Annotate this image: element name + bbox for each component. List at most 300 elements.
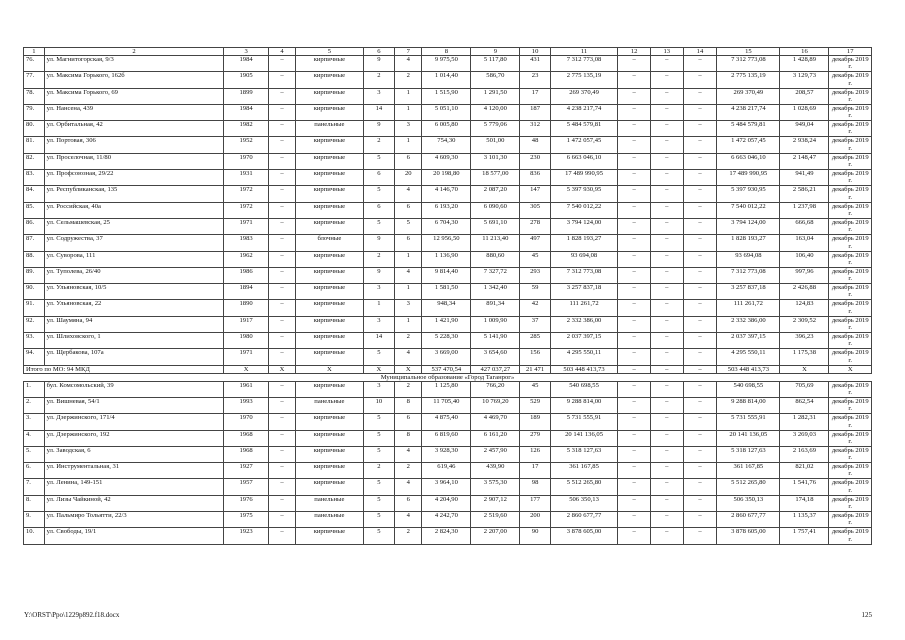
total-cell: X — [395, 365, 422, 373]
table-cell: 85. — [24, 202, 45, 218]
table-cell: ул. Профсоюзная, 29/22 — [44, 170, 224, 186]
total-cell: X — [829, 365, 872, 373]
table-cell: – — [268, 528, 295, 544]
column-number: 5 — [296, 48, 363, 56]
table-row — [24, 104, 872, 120]
table-cell: 1986 — [224, 267, 269, 283]
table-row — [24, 333, 872, 349]
table-cell: – — [650, 72, 683, 88]
table-cell: 5 691,10 — [471, 218, 520, 234]
table-cell: 1 014,40 — [422, 72, 471, 88]
table-cell: 81. — [24, 137, 45, 153]
table-cell: 4 875,40 — [422, 414, 471, 430]
table-cell: 9 — [363, 267, 395, 283]
table-cell: 4 — [395, 56, 422, 72]
table-cell: 1 428,89 — [780, 56, 829, 72]
table-cell: декабрь 2019 г. — [829, 495, 872, 511]
header-number-row — [24, 48, 872, 56]
table-cell: 3 — [363, 316, 395, 332]
table-cell: – — [683, 446, 717, 462]
table-cell: 2 037 397,15 — [550, 333, 617, 349]
table-cell: 293 — [520, 267, 550, 283]
table-cell: кирпичные — [296, 284, 363, 300]
table-cell: – — [650, 381, 683, 397]
table-cell: 6 819,60 — [422, 430, 471, 446]
table-cell: 269 370,49 — [717, 88, 780, 104]
table-row — [24, 463, 872, 479]
table-cell: 1899 — [224, 88, 269, 104]
table-cell: 5 228,30 — [422, 333, 471, 349]
table-cell: 6 — [395, 153, 422, 169]
table-cell: – — [268, 104, 295, 120]
table-row — [24, 121, 872, 137]
table-cell: 45 — [520, 251, 550, 267]
table-cell: 1962 — [224, 251, 269, 267]
table-cell: – — [650, 218, 683, 234]
table-cell: – — [618, 121, 651, 137]
table-cell: 6 — [395, 414, 422, 430]
table-cell: 3 129,73 — [780, 72, 829, 88]
table-cell: 5 — [363, 528, 395, 544]
table-cell: 86. — [24, 218, 45, 234]
table-cell: 1975 — [224, 512, 269, 528]
table-cell: 4 — [395, 479, 422, 495]
table-cell: 6 — [395, 495, 422, 511]
table-cell: 2 519,60 — [471, 512, 520, 528]
table-row — [24, 381, 872, 397]
table-cell: 7 540 012,22 — [550, 202, 617, 218]
table-cell: декабрь 2019 г. — [829, 72, 872, 88]
table-cell: 5 484 579,81 — [550, 121, 617, 137]
table-cell: 586,70 — [471, 72, 520, 88]
table-cell: 3. — [24, 414, 45, 430]
table-cell: декабрь 2019 г. — [829, 349, 872, 365]
table-cell: 5 397 930,95 — [717, 186, 780, 202]
table-cell: 278 — [520, 218, 550, 234]
table-cell: 269 370,49 — [550, 88, 617, 104]
table-cell: 1983 — [224, 235, 269, 251]
table-cell: 1961 — [224, 381, 269, 397]
table-cell: 540 698,55 — [550, 381, 617, 397]
table-cell: ул. Туполева, 26/40 — [44, 267, 224, 283]
table-row — [24, 349, 872, 365]
table-cell: – — [618, 414, 651, 430]
table-cell: декабрь 2019 г. — [829, 479, 872, 495]
table-cell: – — [618, 251, 651, 267]
table-row — [24, 479, 872, 495]
table-cell: кирпичные — [296, 479, 363, 495]
table-cell: 5 512 265,80 — [550, 479, 617, 495]
table-cell: 2 207,00 — [471, 528, 520, 544]
table-cell: 7 312 773,08 — [717, 56, 780, 72]
table-cell: 396,23 — [780, 333, 829, 349]
table-cell: 1931 — [224, 170, 269, 186]
table-cell: 4 238 217,74 — [717, 104, 780, 120]
column-number: 1 — [24, 48, 45, 56]
total-cell: X — [296, 365, 363, 373]
table-cell: 361 167,85 — [717, 463, 780, 479]
table-cell: 9 — [363, 235, 395, 251]
table-row — [24, 528, 872, 544]
table-cell: 1 472 057,45 — [550, 137, 617, 153]
table-cell: 1957 — [224, 479, 269, 495]
table-cell: 3 878 605,00 — [717, 528, 780, 544]
table-cell: – — [683, 251, 717, 267]
table-cell: 3 — [395, 300, 422, 316]
table-cell: – — [650, 512, 683, 528]
table-cell: – — [618, 300, 651, 316]
table-cell: – — [618, 397, 651, 413]
table-cell: 17 — [520, 88, 550, 104]
table-cell: – — [618, 267, 651, 283]
table-cell: 80. — [24, 121, 45, 137]
table-cell: 88. — [24, 251, 45, 267]
table-cell: 1980 — [224, 333, 269, 349]
table-row — [24, 72, 872, 88]
table-cell: панельные — [296, 397, 363, 413]
column-number: 10 — [520, 48, 550, 56]
table-cell: – — [683, 381, 717, 397]
table-cell: ул. Лизы Чайкиной, 42 — [44, 495, 224, 511]
table-cell: 941,49 — [780, 170, 829, 186]
table-cell: – — [683, 397, 717, 413]
table-cell: 1905 — [224, 72, 269, 88]
table-cell: 87. — [24, 235, 45, 251]
table-cell: 20 198,80 — [422, 170, 471, 186]
total-cell: X — [268, 365, 295, 373]
table-cell: 2 426,88 — [780, 284, 829, 300]
total-cell: X — [363, 365, 395, 373]
table-cell: – — [650, 137, 683, 153]
table-cell: 5 — [363, 349, 395, 365]
table-cell: – — [618, 528, 651, 544]
table-cell: 12 956,50 — [422, 235, 471, 251]
table-cell: 4 204,90 — [422, 495, 471, 511]
total-row — [24, 365, 872, 373]
table-cell: 1 757,41 — [780, 528, 829, 544]
table-cell: – — [268, 397, 295, 413]
table-cell: ул. Шаумяна, 94 — [44, 316, 224, 332]
table-cell: 9 814,40 — [422, 267, 471, 283]
total-cell: X — [780, 365, 829, 373]
table-cell: – — [650, 495, 683, 511]
table-cell: – — [650, 88, 683, 104]
table-cell: 5 318 127,63 — [550, 446, 617, 462]
table-cell: 5 731 555,91 — [717, 414, 780, 430]
table-cell: – — [650, 479, 683, 495]
table-cell: 4 120,00 — [471, 104, 520, 120]
table-cell: – — [683, 512, 717, 528]
table-cell: кирпичные — [296, 267, 363, 283]
table-cell: 189 — [520, 414, 550, 430]
table-cell: 42 — [520, 300, 550, 316]
table-cell: ул. Проселочная, 11/80 — [44, 153, 224, 169]
table-cell: 3 269,03 — [780, 430, 829, 446]
table-cell: 3 654,60 — [471, 349, 520, 365]
table-cell: – — [268, 463, 295, 479]
table-cell: 5. — [24, 446, 45, 462]
table-cell: 1971 — [224, 349, 269, 365]
table-cell: – — [618, 463, 651, 479]
table-cell: 4 295 550,11 — [550, 349, 617, 365]
table-cell: 2 — [395, 528, 422, 544]
table-cell: 2 — [363, 72, 395, 88]
table-cell: кирпичные — [296, 104, 363, 120]
table-cell: 93 694,08 — [717, 251, 780, 267]
table-cell: – — [618, 381, 651, 397]
table-cell: – — [683, 88, 717, 104]
table-cell: – — [683, 235, 717, 251]
table-cell: 2 824,30 — [422, 528, 471, 544]
table-cell: 79. — [24, 104, 45, 120]
table-cell: декабрь 2019 г. — [829, 300, 872, 316]
table-cell: декабрь 2019 г. — [829, 381, 872, 397]
table-cell: 1 515,90 — [422, 88, 471, 104]
table-cell: – — [268, 88, 295, 104]
table-cell: 3 — [395, 121, 422, 137]
table-cell: 6 193,20 — [422, 202, 471, 218]
table-cell: кирпичные — [296, 430, 363, 446]
table-cell: 2 907,12 — [471, 495, 520, 511]
total-cell: – — [650, 365, 683, 373]
table-cell: – — [650, 121, 683, 137]
table-cell: кирпичные — [296, 349, 363, 365]
table-cell: 3 — [363, 381, 395, 397]
table-cell: 5 — [363, 414, 395, 430]
table-cell: декабрь 2019 г. — [829, 397, 872, 413]
table-cell: 1 — [395, 88, 422, 104]
table-cell: декабрь 2019 г. — [829, 153, 872, 169]
table-cell: 891,34 — [471, 300, 520, 316]
table-cell: 5 — [363, 153, 395, 169]
table-cell: – — [618, 349, 651, 365]
table-cell: – — [683, 218, 717, 234]
table-cell: – — [618, 56, 651, 72]
table-cell: – — [650, 251, 683, 267]
table-cell: – — [650, 56, 683, 72]
table-cell: – — [683, 414, 717, 430]
table-row — [24, 88, 872, 104]
table-row — [24, 300, 872, 316]
table-cell: – — [618, 333, 651, 349]
footer-page-number: 125 — [861, 611, 872, 619]
table-cell: 1 828 193,27 — [550, 235, 617, 251]
table-cell: – — [268, 121, 295, 137]
table-cell: 3 878 605,00 — [550, 528, 617, 544]
table-cell: 92. — [24, 316, 45, 332]
table-cell: 4 — [395, 446, 422, 462]
column-number: 9 — [471, 48, 520, 56]
table-cell: декабрь 2019 г. — [829, 202, 872, 218]
table-cell: 2 860 677,77 — [550, 512, 617, 528]
table-cell: 6 — [363, 202, 395, 218]
table-cell: – — [618, 512, 651, 528]
table-cell: – — [268, 300, 295, 316]
table-cell: 111 261,72 — [550, 300, 617, 316]
table-cell: – — [650, 333, 683, 349]
table-cell: 5 141,90 — [471, 333, 520, 349]
table-cell: 3 101,30 — [471, 153, 520, 169]
table-cell: 3 928,30 — [422, 446, 471, 462]
table-cell: 11 705,40 — [422, 397, 471, 413]
table-cell: 5 051,10 — [422, 104, 471, 120]
table-cell: – — [683, 479, 717, 495]
table-cell: 177 — [520, 495, 550, 511]
table-cell: 5 731 555,91 — [550, 414, 617, 430]
table-cell: 997,96 — [780, 267, 829, 283]
table-cell: 2 — [395, 333, 422, 349]
table-cell: 1972 — [224, 186, 269, 202]
table-row — [24, 495, 872, 511]
column-number: 17 — [829, 48, 872, 56]
table-cell: 2 860 677,77 — [717, 512, 780, 528]
table-cell: кирпичные — [296, 153, 363, 169]
table-cell: ул. Максима Горького, 162б — [44, 72, 224, 88]
table-cell: 836 — [520, 170, 550, 186]
table-cell: ул. Заводская, 6 — [44, 446, 224, 462]
table-cell: ул. Дзержинского, 171/4 — [44, 414, 224, 430]
table-cell: 439,90 — [471, 463, 520, 479]
table-cell: 2 — [363, 463, 395, 479]
table-cell: 2 457,90 — [471, 446, 520, 462]
table-cell: 124,83 — [780, 300, 829, 316]
table-cell: – — [618, 186, 651, 202]
table-cell: – — [268, 72, 295, 88]
table-cell: 1927 — [224, 463, 269, 479]
table-cell: кирпичные — [296, 414, 363, 430]
table-cell: 285 — [520, 333, 550, 349]
table-cell: 82. — [24, 153, 45, 169]
table-cell: 1968 — [224, 446, 269, 462]
table-cell: 1982 — [224, 121, 269, 137]
table-cell: – — [268, 186, 295, 202]
table-cell: 1968 — [224, 430, 269, 446]
table-cell: 91. — [24, 300, 45, 316]
table-cell: – — [268, 495, 295, 511]
column-number: 2 — [44, 48, 224, 56]
table-cell: 93 694,08 — [550, 251, 617, 267]
table-cell: декабрь 2019 г. — [829, 170, 872, 186]
table-cell: кирпичные — [296, 72, 363, 88]
table-cell: 147 — [520, 186, 550, 202]
table-cell: – — [683, 153, 717, 169]
table-cell: 106,40 — [780, 251, 829, 267]
table-cell: – — [268, 316, 295, 332]
table-cell: – — [650, 414, 683, 430]
table-cell: 1 282,31 — [780, 414, 829, 430]
table-cell: 5 484 579,81 — [717, 121, 780, 137]
table-cell: декабрь 2019 г. — [829, 56, 872, 72]
table-cell: 4 609,30 — [422, 153, 471, 169]
table-cell: 10 — [363, 397, 395, 413]
table-cell: 6 663 046,10 — [550, 153, 617, 169]
table-cell: 506 350,13 — [550, 495, 617, 511]
table-cell: кирпичные — [296, 300, 363, 316]
table-cell: 1 — [395, 251, 422, 267]
table-cell: 4. — [24, 430, 45, 446]
table-cell: 10 769,20 — [471, 397, 520, 413]
total-cell: 537 470,54 — [422, 365, 471, 373]
table-cell: – — [268, 284, 295, 300]
column-number: 7 — [395, 48, 422, 56]
table-row — [24, 218, 872, 234]
table-cell: кирпичные — [296, 528, 363, 544]
column-number: 15 — [717, 48, 780, 56]
table-cell: – — [650, 202, 683, 218]
table-cell: – — [683, 267, 717, 283]
table-cell: 76. — [24, 56, 45, 72]
table-cell: 3 — [363, 284, 395, 300]
table-cell: 7 312 773,08 — [717, 267, 780, 283]
table-cell: декабрь 2019 г. — [829, 121, 872, 137]
table-row — [24, 137, 872, 153]
table-cell: 6 663 046,10 — [717, 153, 780, 169]
table-cell: 2 — [395, 381, 422, 397]
table-cell: ул. Ленина, 149-151 — [44, 479, 224, 495]
table-row — [24, 235, 872, 251]
table-cell: кирпичные — [296, 56, 363, 72]
table-cell: 8. — [24, 495, 45, 511]
table-cell: 2 775 135,19 — [550, 72, 617, 88]
table-cell: 2 — [395, 463, 422, 479]
table-cell: ул. Нансена, 439 — [44, 104, 224, 120]
table-cell: 754,30 — [422, 137, 471, 153]
table-cell: 312 — [520, 121, 550, 137]
table-cell: 2 163,69 — [780, 446, 829, 462]
table-cell: – — [268, 137, 295, 153]
table-cell: 187 — [520, 104, 550, 120]
table-cell: 1 028,69 — [780, 104, 829, 120]
table-cell: декабрь 2019 г. — [829, 446, 872, 462]
table-cell: 20 141 136,05 — [717, 430, 780, 446]
table-cell: 9 — [363, 121, 395, 137]
table-cell: – — [268, 267, 295, 283]
table-cell: 37 — [520, 316, 550, 332]
table-cell: 2 586,21 — [780, 186, 829, 202]
table-cell: – — [683, 104, 717, 120]
table-row — [24, 170, 872, 186]
table-cell: – — [650, 349, 683, 365]
table-cell: ул. Сельмашевская, 25 — [44, 218, 224, 234]
table-cell: 5 — [363, 430, 395, 446]
table-cell: декабрь 2019 г. — [829, 528, 872, 544]
table-row — [24, 284, 872, 300]
table-cell: 5 — [363, 186, 395, 202]
table-row — [24, 251, 872, 267]
table-cell: – — [683, 316, 717, 332]
table-cell: 5 318 127,63 — [717, 446, 780, 462]
table-cell: 766,20 — [471, 381, 520, 397]
table-row — [24, 446, 872, 462]
table-cell: – — [650, 463, 683, 479]
table-row — [24, 153, 872, 169]
table-cell: – — [683, 463, 717, 479]
table-cell: – — [650, 397, 683, 413]
table-cell: – — [683, 495, 717, 511]
table-cell: – — [683, 528, 717, 544]
table-cell: ул. Шлиховского, 1 — [44, 333, 224, 349]
table-cell: – — [650, 284, 683, 300]
table-cell: 9 288 814,00 — [550, 397, 617, 413]
table-cell: 89. — [24, 267, 45, 283]
table-cell: 200 — [520, 512, 550, 528]
table-cell: – — [650, 316, 683, 332]
table-cell: – — [268, 56, 295, 72]
table-cell: 1923 — [224, 528, 269, 544]
table-cell: 2 — [363, 137, 395, 153]
table-cell: 862,54 — [780, 397, 829, 413]
table-cell: декабрь 2019 г. — [829, 137, 872, 153]
